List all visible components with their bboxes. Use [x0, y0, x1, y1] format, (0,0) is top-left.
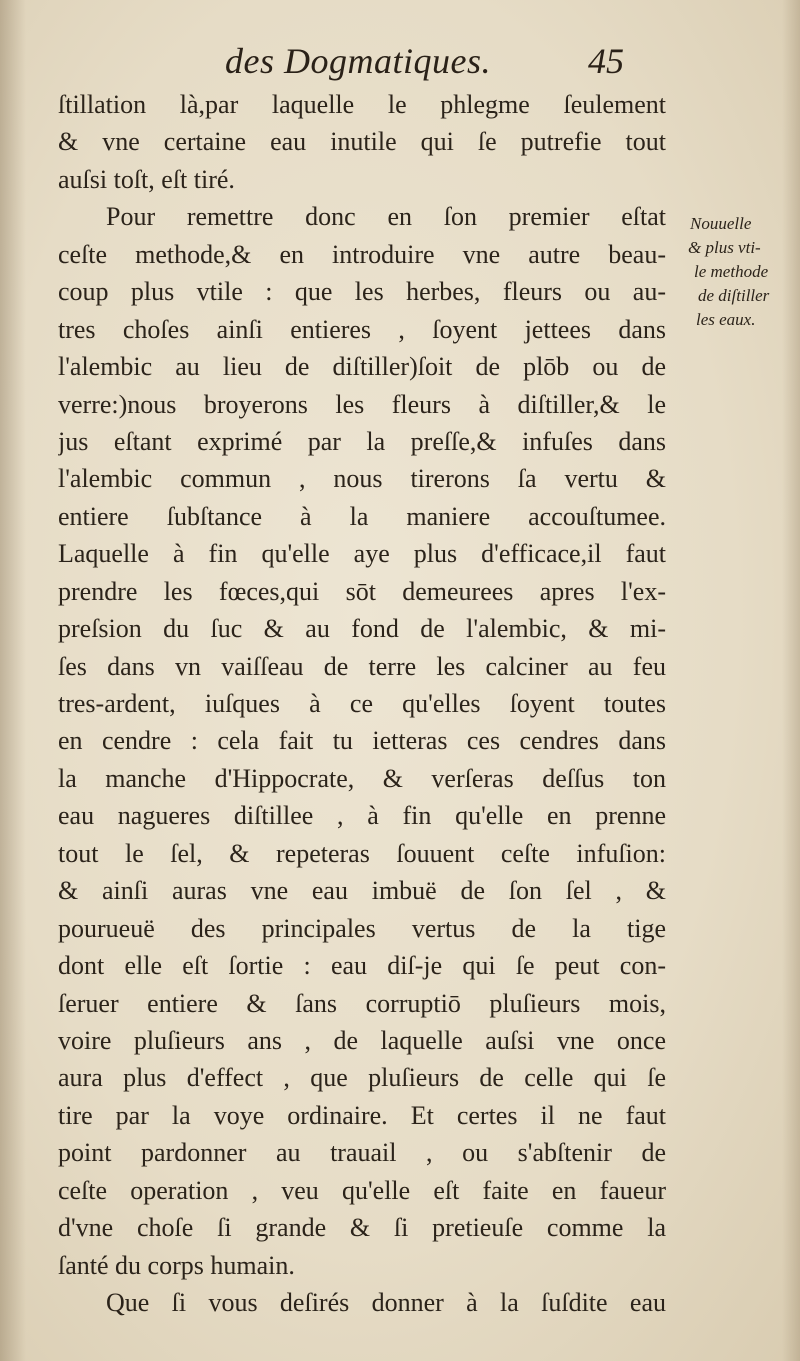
text-line: & vne certaine eau inutile qui ſe putrefie tout [58, 127, 666, 157]
text-line: point pardonner au trauail , ou s'abſtenir de [58, 1138, 666, 1168]
text-line: voire pluſieurs ans , de laquelle auſsi vne once [58, 1025, 666, 1055]
text-line: d'vne choſe ſi grande & ſi pretieuſe comme la [58, 1213, 666, 1243]
text-line: aura plus d'effect , que pluſieurs de celle qui ſe [58, 1063, 666, 1093]
margin-note-line: Nouuelle [690, 214, 752, 233]
text-line: ceſte operation , veu qu'elle eſt faite en faueur [58, 1175, 666, 1205]
margin-note-line: le methode [694, 262, 769, 281]
text-line: en cendre : cela fait tu ietteras ces cendres dans [58, 726, 666, 756]
margin-note-line: & plus vti- [688, 238, 761, 257]
text-line: ſtillation là,par laquelle le phlegme ſeulement [58, 90, 666, 119]
text-line: ſanté du corps humain. [58, 1250, 295, 1280]
text-line: tres-ardent, iuſques à ce qu'elles ſoyent toutes [58, 689, 666, 718]
margin-note-line: les eaux. [696, 310, 756, 329]
text-line: dont elle eſt ſortie : eau diſ-je qui ſe peut con- [58, 951, 666, 981]
text-line: auſsi toſt, eſt tiré. [58, 164, 235, 194]
text-line: jus eſtant exprimé par la preſſe,& infuſes dans [58, 426, 666, 456]
text-line: prendre les fœces,qui sōt demeurees apres l'ex- [58, 576, 666, 606]
text-line: ſes dans vn vaiſſeau de terre les calciner au feu [58, 651, 666, 681]
text-line: verre:)nous broyerons les fleurs à diſtiller,& le [58, 389, 666, 419]
text-line: & ainſi auras vne eau imbuë de ſon ſel , & [58, 876, 666, 906]
text-line: ceſte methode,& en introduire vne autre beau- [58, 239, 666, 269]
text-line: la manche d'Hippocrate, & verſeras deſſus ton [58, 763, 666, 793]
running-head [0, 30, 800, 86]
text-line: pourueuë des principales vertus de la tige [58, 913, 666, 943]
text-line: coup plus vtile : que les herbes, fleurs ou au- [58, 277, 666, 307]
text-line: eau nagueres diſtillee , à fin qu'elle en prenne [58, 801, 666, 831]
margin-note-line: de diſtiller [698, 286, 770, 305]
text-line: l'alembic au lieu de diſtiller)ſoit de plōb ou de [58, 352, 666, 382]
text-line: tres choſes ainſi entieres , ſoyent jettees dans [58, 314, 666, 344]
text-line: preſsion du ſuc & au fond de l'alembic, & mi- [58, 614, 666, 644]
running-title: des Dogmatiques. [225, 41, 491, 81]
page-number: 45 [588, 41, 624, 81]
text-line: Laquelle à fin qu'elle aye plus d'efficace,il faut [58, 539, 666, 569]
text-line: Pour remettre donc en ſon premier eſtat [106, 202, 666, 232]
margin-note [668, 212, 794, 332]
text-line: l'alembic commun , nous tirerons ſa vertu & [58, 464, 666, 494]
text-line: tout le ſel, & repeteras ſouuent ceſte infuſion: [58, 838, 666, 868]
text-line: ſeruer entiere & ſans corruptiō pluſieurs mois, [58, 988, 666, 1018]
body-text [58, 86, 666, 1321]
text-line: entiere ſubſtance à la maniere accouſtumee. [58, 501, 666, 531]
text-line: Que ſi vous deſirés donner à la ſuſdite eau [106, 1288, 666, 1317]
text-line: tire par la voye ordinaire. Et certes il ne faut [58, 1100, 666, 1130]
